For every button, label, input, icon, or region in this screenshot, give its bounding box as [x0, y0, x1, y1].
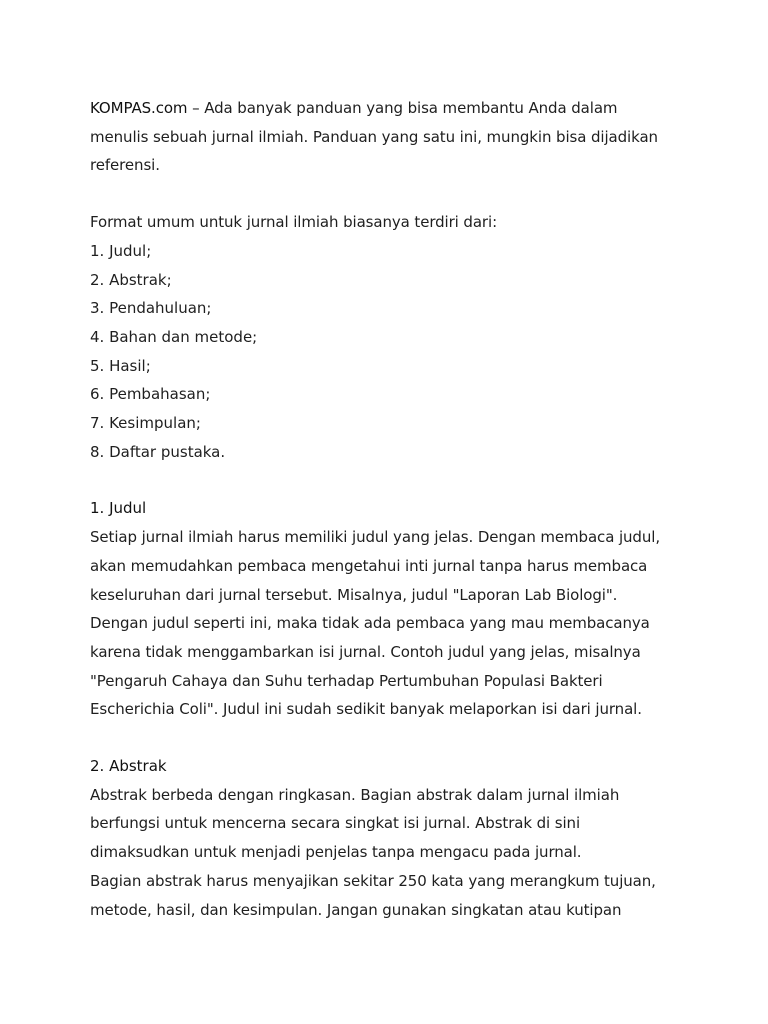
- paragraph-line: keseluruhan dari jurnal tersebut. Misalnya, judul "Laporan Lab Biologi".: [90, 585, 618, 604]
- section-heading-abstrak: 2. Abstrak: [90, 757, 167, 776]
- paragraph-line: karena tidak menggambarkan isi jurnal. Contoh judul yang jelas, misalnya: [90, 642, 641, 661]
- format-list-heading: Format umum untuk jurnal ilmiah biasanya terdiri dari:: [90, 213, 498, 232]
- list-item: 3. Pendahuluan;: [90, 299, 212, 318]
- list-item: 4. Bahan dan metode;: [90, 327, 258, 346]
- section-abstrak: [90, 752, 698, 924]
- paragraph-line: "Pengaruh Cahaya dan Suhu terhadap Pertumbuhan Populasi Bakteri: [90, 671, 603, 690]
- format-list-block: [90, 208, 698, 466]
- intro-line-3: referensi.: [90, 156, 160, 175]
- paragraph-line: Bagian abstrak harus menyajikan sekitar 250 kata yang merangkum tujuan,: [90, 871, 656, 890]
- brand-name: KOMPAS.com: [90, 99, 188, 117]
- section-heading-judul: 1. Judul: [90, 499, 147, 518]
- paragraph-line: Dengan judul seperti ini, maka tidak ada pembaca yang mau membacanya: [90, 614, 650, 633]
- list-item: 6. Pembahasan;: [90, 385, 211, 404]
- list-item: 7. Kesimpulan;: [90, 414, 201, 433]
- paragraph-line: berfungsi untuk mencerna secara singkat isi jurnal. Abstrak di sini: [90, 814, 581, 833]
- intro-line-2: menulis sebuah jurnal ilmiah. Panduan yang satu ini, mungkin bisa dijadikan: [90, 127, 658, 146]
- paragraph-line: Abstrak berbeda dengan ringkasan. Bagian abstrak dalam jurnal ilmiah: [90, 785, 620, 804]
- paragraph-line: Setiap jurnal ilmiah harus memiliki judul yang jelas. Dengan membaca judul,: [90, 528, 661, 547]
- paragraph-line: metode, hasil, dan kesimpulan. Jangan gunakan singkatan atau kutipan: [90, 900, 622, 919]
- list-item: 8. Daftar pustaka.: [90, 442, 226, 461]
- paragraph-line: akan memudahkan pembaca mengetahui inti jurnal tanpa harus membaca: [90, 556, 648, 575]
- intro-paragraph: [90, 94, 698, 180]
- paragraph-line: dimaksudkan untuk menjadi penjelas tanpa mengacu pada jurnal.: [90, 843, 582, 862]
- list-item: 2. Abstrak;: [90, 270, 172, 289]
- intro-line-1-text: – Ada banyak panduan yang bisa membantu Anda dalam: [187, 99, 618, 117]
- section-judul: [90, 494, 698, 724]
- list-item: 5. Hasil;: [90, 356, 151, 375]
- paragraph-line: Escherichia Coli". Judul ini sudah sedikit banyak melaporkan isi dari jurnal.: [90, 700, 642, 719]
- list-item: 1. Judul;: [90, 241, 152, 260]
- intro-line-1: [90, 94, 698, 123]
- format-list: [90, 237, 698, 467]
